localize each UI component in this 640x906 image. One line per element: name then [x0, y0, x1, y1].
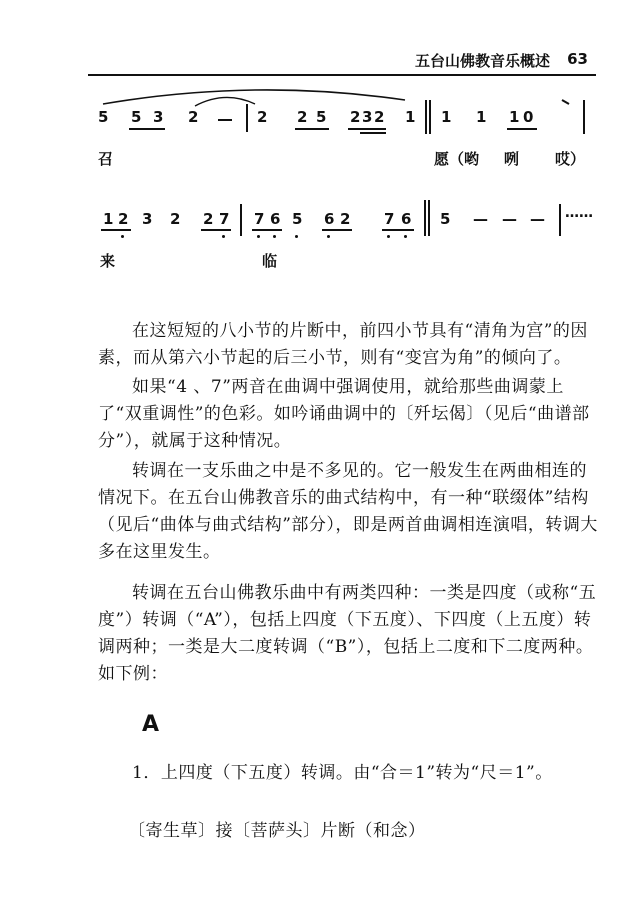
lyric: 愿（哟 [434, 150, 480, 168]
dash [218, 119, 232, 121]
dash: — [530, 210, 545, 228]
bar-line [428, 200, 430, 236]
bar-line [240, 204, 242, 236]
page-number: 63 [567, 50, 588, 68]
underline [360, 132, 386, 134]
octave-dot [387, 235, 390, 238]
bar-line [246, 104, 248, 132]
octave-dot [257, 235, 260, 238]
note: 2 [340, 210, 351, 228]
octave-dot [222, 235, 225, 238]
bar-line [425, 100, 427, 134]
lyric: 临 [262, 252, 278, 270]
note: 2 [350, 108, 361, 126]
octave-dot [121, 235, 124, 238]
note: 6 [270, 210, 281, 228]
underline [348, 128, 386, 130]
note: 2 [118, 210, 129, 228]
note: 1 [405, 108, 416, 126]
note: 5 [440, 210, 451, 228]
bar-line [424, 200, 426, 236]
paragraph: 转调在一支乐曲之中是不多见的。它一般发生在两曲相连的情况下。在五台山佛教音乐的曲式结构中，有一种“联缀体”结构（见后“曲体与曲式结构”部分），即是两首曲调相连演唱，转调大多在这里发生。 [98, 461, 598, 562]
note: 2 [170, 210, 181, 228]
note: 6 [401, 210, 412, 228]
note: 6 [324, 210, 335, 228]
note: 5 [131, 108, 142, 126]
note: 5 [98, 108, 109, 126]
bar-line [583, 100, 585, 134]
paragraph: 如果“4 、7”两音在曲调中强调使用，就给那些曲调蒙上了“双重调性”的色彩。如吟诵曲调中的〔歼坛偈〕（见后“曲谱部分”），就属于这种情况。 [98, 377, 590, 451]
note: 1 [441, 108, 452, 126]
octave-dot [327, 235, 330, 238]
octave-dot [404, 235, 407, 238]
underline [295, 128, 329, 130]
underline [322, 229, 352, 231]
paragraph: 在这短短的八小节的片断中，前四小节具有“清角为宫”的因素，而从第六小节起的后三小节，则有“变宫为角”的倾向了。 [98, 321, 588, 368]
note: 7 [219, 210, 230, 228]
octave-dot [295, 235, 298, 238]
item-text: 1．上四度（下五度）转调。由“合＝1”转为“尺＝1”。 [132, 763, 553, 783]
lyric: 来 [100, 252, 116, 270]
note: 1 [103, 210, 114, 228]
octave-dot [273, 235, 276, 238]
dash: — [473, 210, 488, 228]
lyric: 哎） [555, 150, 586, 168]
note: 7 [254, 210, 265, 228]
running-header [88, 48, 596, 76]
breath-mark [560, 98, 574, 108]
example-title: 〔寄生草〕接〔菩萨头〕片断（和念） [128, 821, 426, 841]
underline [101, 229, 131, 231]
note: 2 [297, 108, 308, 126]
underline [129, 128, 165, 130]
note: 2 [257, 108, 268, 126]
note: 7 [384, 210, 395, 228]
bar-line [429, 100, 431, 134]
underline [507, 128, 537, 130]
header-title: 五台山佛教音乐概述 [414, 52, 550, 70]
note: 3 [153, 108, 164, 126]
section-heading: A [142, 712, 160, 737]
note: 3 [142, 210, 153, 228]
lyric: 咧 [504, 150, 520, 168]
paragraph: 转调在五台山佛教乐曲中有两类四种：一类是四度（或称“五度”）转调（“A”），包括上四度（下五度）、下四度（上五度）转调两种；一类是大二度转调（“B”），包括上二度和下二度两种。如下例： [98, 583, 597, 684]
note: 0 [523, 108, 534, 126]
underline [201, 229, 231, 231]
lyric: 召 [98, 150, 114, 168]
underline [252, 229, 282, 231]
note: 5 [316, 108, 327, 126]
note: 5 [292, 210, 303, 228]
note: 3 [362, 108, 373, 126]
dash: — [502, 210, 517, 228]
note: 2 [203, 210, 214, 228]
underline [382, 229, 414, 231]
bar-line [559, 204, 561, 236]
note: 1 [476, 108, 487, 126]
note: 2 [374, 108, 385, 126]
note: 1 [509, 108, 520, 126]
note: 2 [188, 108, 199, 126]
ellipsis: …… [565, 205, 593, 221]
